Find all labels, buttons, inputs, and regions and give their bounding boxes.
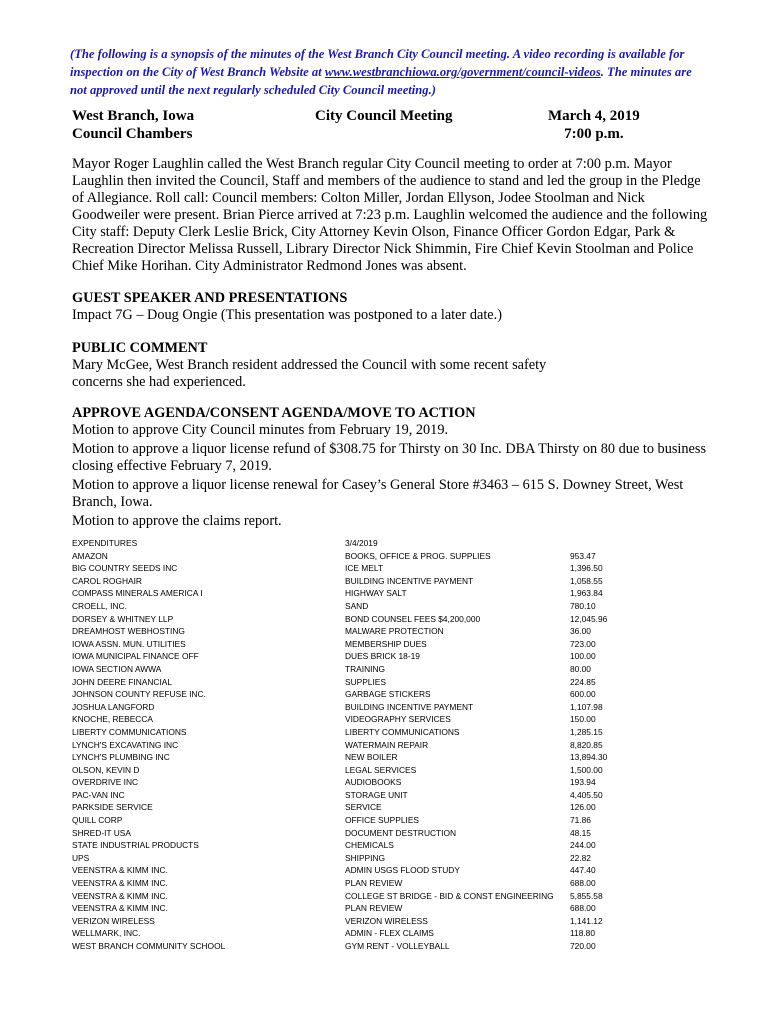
call-to-order-paragraph: Mayor Roger Laughlin called the West Branch regular City Council meeting to order at 7:00 p.m. Mayor Laughlin then invited the Council, Staff and members of the audience to stand and led the group in the Pledge of Allegiance. Roll call: Council members: Colton Miller, Jordan Ellyson, Jodee Stoolman and Nick Goodweiler were present. Brian Pierce arrived at 7:23 p.m. Laughlin welcomed the audience and the following City staff: Deputy Clerk Leslie Brick, City Attorney Kevin Olson, Finance Officer Gordon Edgar, Park & Recreation Director Melissa Russell, Library Director Nick Shimmin, Fire Chief Kevin Stoolman and Police Chief Mike Horihan. City Administrator Redmond Jones was absent. (72, 156, 708, 274)
amount-cell: 8,820.85 (570, 739, 603, 750)
location-line-1: West Branch, Iowa (72, 108, 195, 124)
meeting-location (72, 107, 194, 143)
table-row (72, 801, 692, 814)
amount-cell: 48.15 (570, 827, 591, 838)
council-videos-link[interactable]: www.westbranchiowa.org/government/council-videos (324, 65, 601, 79)
description-cell: SHIPPING (345, 852, 386, 863)
vendor-cell: PARKSIDE SERVICE (72, 802, 153, 813)
vendor-cell: VEENSTRA & KIMM INC. (72, 890, 168, 901)
table-row (72, 587, 692, 600)
description-cell: HIGHWAY SALT (345, 588, 407, 599)
location-line-2: Council Chambers (72, 126, 193, 142)
vendor-cell: JOHN DEERE FINANCIAL (72, 676, 173, 687)
description-cell: GYM RENT - VOLLEYBALL (345, 941, 450, 951)
amount-cell: 5,855.58 (570, 890, 603, 901)
table-row (72, 814, 692, 827)
table-row (72, 839, 692, 852)
amount-cell: 1,396.50 (570, 563, 603, 574)
table-row (72, 827, 692, 840)
description-cell: BOND COUNSEL FEES $4,200,000 (345, 613, 481, 624)
table-row (72, 927, 692, 940)
motion-liquor-refund: Motion to approve a liquor license refund of $308.75 for Thirsty on 30 Inc. DBA Thirsty on 80 due to business closing effective February 7, 2019. (72, 441, 707, 474)
description-cell: SUPPLIES (345, 676, 386, 687)
description-cell: VERIZON WIRELESS (345, 915, 428, 926)
table-row (72, 764, 692, 777)
vendor-cell: VEENSTRA & KIMM INC. (72, 878, 168, 889)
amount-cell: 723.00 (570, 638, 596, 649)
vendor-cell: SHRED-IT USA (72, 827, 131, 838)
amount-cell: 13,894.30 (570, 752, 608, 763)
synopsis-text-before: (The following is a synopsis of the minutes of the West Branch City Council meeting. A video recording is available for inspection on the City of West Branch Website at (70, 47, 685, 79)
expenditures-label: EXPENDITURES (72, 538, 138, 548)
description-cell: SAND (345, 600, 369, 611)
amount-cell: 36.00 (570, 626, 591, 637)
amount-cell: 100.00 (570, 651, 596, 662)
vendor-cell: LYNCH'S EXCAVATING INC (72, 739, 179, 750)
vendor-cell: JOSHUA LANGFORD (72, 701, 155, 712)
table-row (72, 638, 692, 651)
amount-cell: 1,285.15 (570, 726, 603, 737)
meeting-title: City Council Meeting (315, 108, 453, 124)
description-cell: SERVICE (345, 802, 382, 813)
motion-liquor-renewal: Motion to approve a liquor license renewal for Casey’s General Store #3463 – 615 S. Downey Street, West Branch, Iowa. (72, 477, 684, 510)
vendor-cell: QUILL CORP (72, 815, 123, 826)
expenditures-date: 3/4/2019 (345, 538, 378, 548)
amount-cell: 600.00 (570, 689, 596, 700)
amount-cell: 193.94 (570, 777, 596, 788)
motion-claims-report: Motion to approve the claims report. (72, 513, 282, 529)
amount-cell: 80.00 (570, 663, 591, 674)
description-cell: CHEMICALS (345, 840, 394, 851)
vendor-cell: AMAZON (72, 550, 108, 561)
table-row (72, 739, 692, 752)
vendor-cell: JOHNSON COUNTY REFUSE INC. (72, 689, 206, 700)
amount-cell: 244.00 (570, 840, 596, 851)
amount-cell: 22.82 (570, 852, 591, 863)
public-comment-section (72, 340, 592, 391)
vendor-cell: BIG COUNTRY SEEDS INC (72, 563, 178, 574)
table-row (72, 902, 692, 915)
meeting-datetime (548, 107, 640, 143)
motion-minutes: Motion to approve City Council minutes from February 19, 2019. (72, 422, 449, 438)
guest-speaker-heading: GUEST SPEAKER AND PRESENTATIONS (72, 290, 348, 306)
description-cell: COLLEGE ST BRIDGE - BID & CONST ENGINEERING (345, 890, 554, 901)
meeting-time: 7:00 p.m. (564, 126, 624, 142)
table-row (72, 701, 692, 714)
description-cell: STORAGE UNIT (345, 789, 408, 800)
description-cell: LEGAL SERVICES (345, 764, 417, 775)
vendor-cell: LYNCH'S PLUMBING INC (72, 752, 170, 763)
description-cell: PLAN REVIEW (345, 903, 403, 914)
vendor-cell: IOWA ASSN. MUN. UTILITIES (72, 638, 186, 649)
vendor-cell: PAC-VAN INC (72, 789, 125, 800)
vendor-cell: VEENSTRA & KIMM INC. (72, 865, 168, 876)
vendor-cell: CROELL, INC. (72, 600, 127, 611)
vendor-cell: DORSEY & WHITNEY LLP (72, 613, 174, 624)
vendor-cell: KNOCHE, REBECCA (72, 714, 153, 725)
vendor-cell: DREAMHOST WEBHOSTING (72, 626, 185, 637)
amount-cell: 1,107.98 (570, 701, 603, 712)
public-comment-text: Mary McGee, West Branch resident addressed the Council with some recent safety concerns she had experienced. (72, 357, 547, 390)
amount-cell: 688.00 (570, 903, 596, 914)
description-cell: BOOKS, OFFICE & PROG. SUPPLIES (345, 550, 491, 561)
table-row (72, 789, 692, 802)
description-cell: BUILDING INCENTIVE PAYMENT (345, 701, 474, 712)
table-row (72, 663, 692, 676)
table-row (72, 550, 692, 563)
amount-cell: 150.00 (570, 714, 596, 725)
description-cell: PLAN REVIEW (345, 878, 403, 889)
vendor-cell: IOWA SECTION AWWA (72, 663, 162, 674)
amount-cell: 688.00 (570, 878, 596, 889)
amount-cell: 4,405.50 (570, 789, 603, 800)
description-cell: DOCUMENT DESTRUCTION (345, 827, 457, 838)
vendor-cell: WEST BRANCH COMMUNITY SCHOOL (72, 941, 226, 951)
table-row (72, 613, 692, 626)
amount-cell: 1,141.12 (570, 915, 603, 926)
description-cell: AUDIOBOOKS (345, 777, 402, 788)
description-cell: VIDEOGRAPHY SERVICES (345, 714, 451, 725)
synopsis-text-after: . The minutes are not approved until the next regularly scheduled City Council meeting.) (70, 65, 692, 97)
vendor-cell: COMPASS MINERALS AMERICA I (72, 588, 203, 599)
description-cell: TRAINING (345, 663, 386, 674)
amount-cell: 12,045.96 (570, 613, 608, 624)
table-row (72, 890, 692, 903)
expenditures-header-row (72, 537, 692, 550)
description-cell: BUILDING INCENTIVE PAYMENT (345, 575, 474, 586)
description-cell: DUES BRICK 18-19 (345, 651, 420, 662)
table-row (72, 575, 692, 588)
amount-cell: 1,500.00 (570, 764, 603, 775)
table-row (72, 650, 692, 663)
vendor-cell: OLSON, KEVIN D (72, 764, 140, 775)
description-cell: MEMBERSHIP DUES (345, 638, 427, 649)
description-cell: ICE MELT (345, 563, 384, 574)
vendor-cell: VERIZON WIRELESS (72, 915, 155, 926)
description-cell: ADMIN - FLEX CLAIMS (345, 928, 434, 939)
public-comment-heading: PUBLIC COMMENT (72, 340, 208, 356)
vendor-cell: VEENSTRA & KIMM INC. (72, 903, 168, 914)
amount-cell: 953.47 (570, 550, 596, 561)
vendor-cell: CAROL ROGHAIR (72, 575, 142, 586)
guest-speaker-text: Impact 7G – Doug Ongie (This presentation was postponed to a later date.) (72, 307, 502, 323)
table-row (72, 625, 692, 638)
table-row (72, 713, 692, 726)
description-cell: GARBAGE STICKERS (345, 689, 431, 700)
vendor-cell: WELLMARK, INC. (72, 928, 141, 939)
description-cell: MALWARE PROTECTION (345, 626, 444, 637)
amount-cell: 71.86 (570, 815, 591, 826)
table-row (72, 776, 692, 789)
table-row (72, 600, 692, 613)
table-row (72, 852, 692, 865)
description-cell: WATERMAIN REPAIR (345, 739, 429, 750)
description-cell: NEW BOILER (345, 752, 398, 763)
table-row (72, 751, 692, 764)
vendor-cell: LIBERTY COMMUNICATIONS (72, 726, 187, 737)
synopsis-notice (70, 45, 702, 99)
table-row (72, 726, 692, 739)
table-row (72, 562, 692, 575)
amount-cell: 126.00 (570, 802, 596, 813)
amount-cell: 780.10 (570, 600, 596, 611)
vendor-cell: UPS (72, 852, 90, 863)
amount-cell: 1,963.84 (570, 588, 603, 599)
amount-cell: 1,058.55 (570, 575, 603, 586)
amount-cell: 118.80 (570, 928, 595, 939)
description-cell: LIBERTY COMMUNICATIONS (345, 726, 460, 737)
agenda-section (72, 405, 712, 532)
agenda-heading: APPROVE AGENDA/CONSENT AGENDA/MOVE TO ACTION (72, 405, 476, 421)
amount-cell: 447.40 (570, 865, 596, 876)
description-cell: OFFICE SUPPLIES (345, 815, 419, 826)
table-row (72, 676, 692, 689)
vendor-cell: OVERDRIVE INC (72, 777, 139, 788)
table-row (72, 915, 692, 928)
meeting-date: March 4, 2019 (548, 108, 640, 124)
description-cell: ADMIN USGS FLOOD STUDY (345, 865, 460, 876)
vendor-cell: IOWA MUNICIPAL FINANCE OFF (72, 651, 199, 662)
expenditures-table (72, 537, 692, 953)
table-row (72, 864, 692, 877)
vendor-cell: STATE INDUSTRIAL PRODUCTS (72, 840, 199, 851)
table-row (72, 940, 692, 953)
table-row (72, 877, 692, 890)
guest-speaker-section (72, 290, 712, 324)
amount-cell: 720.00 (570, 941, 596, 951)
table-row (72, 688, 692, 701)
amount-cell: 224.85 (570, 676, 596, 687)
